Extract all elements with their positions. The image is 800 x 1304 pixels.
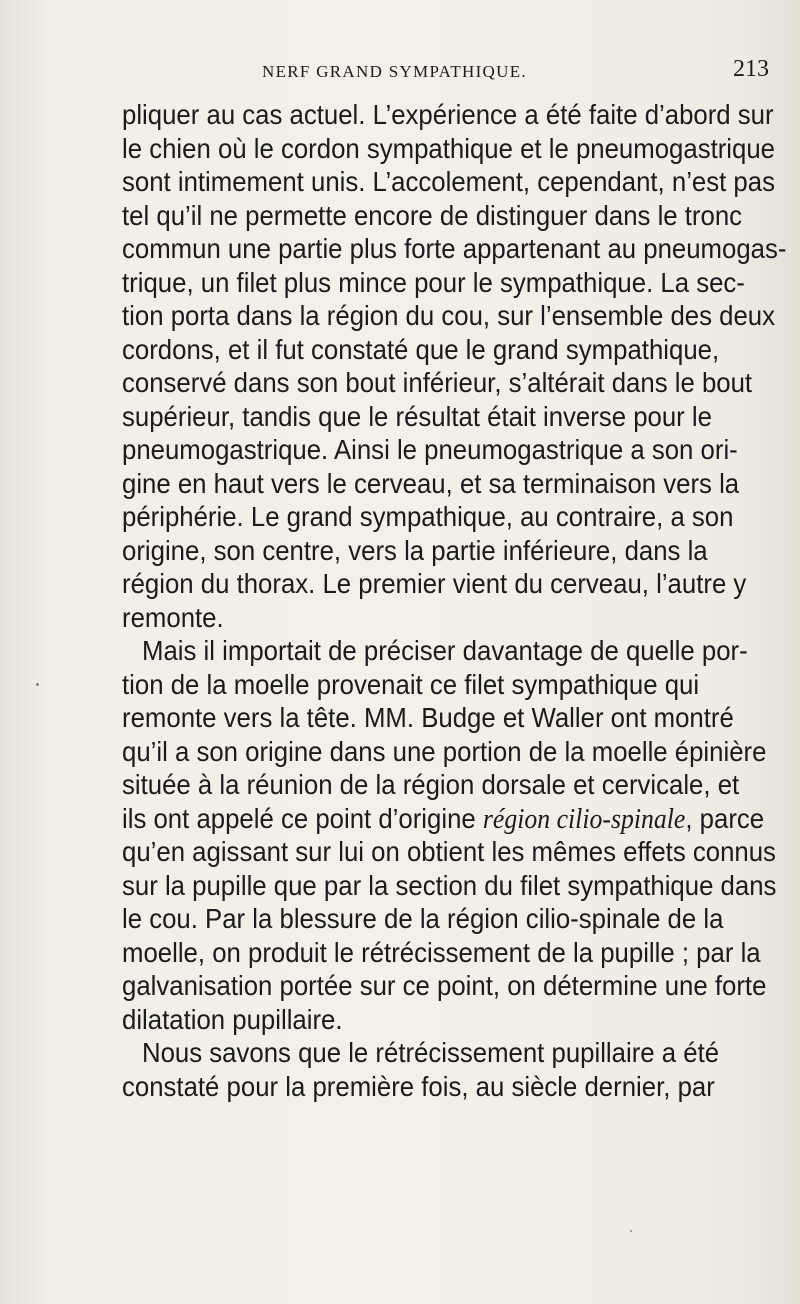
text-line: origine, son centre, vers la partie inférieure, dans la xyxy=(122,534,708,566)
text-line: tion de la moelle provenait ce filet sympathique qui xyxy=(122,668,700,700)
text-line: tion porta dans la région du cou, sur l’ensemble des deux xyxy=(122,300,775,331)
text-line: qu’il a son origine dans une portion de la moelle épinière xyxy=(122,735,767,767)
text-line: le cou. Par la blessure de la région cilio-spinale de la xyxy=(122,903,724,934)
page-number: 213 xyxy=(733,56,769,82)
text-line: conservé dans son bout inférieur, s’altérait dans le bout xyxy=(122,367,753,398)
text-line: constaté pour la première fois, au siècle dernier, par xyxy=(122,1070,715,1102)
text-line: remonte. xyxy=(122,601,224,633)
text-line: moelle, on produit le rétrécissement de la pupille ; par la xyxy=(122,936,761,968)
running-head: NERF GRAND SYMPATHIQUE. xyxy=(262,62,527,81)
text-line: tel qu’il ne permette encore de distinguer dans le tronc xyxy=(122,199,743,231)
text-line: sont intimement unis. L’accolement, cependant, n’est pas xyxy=(122,166,775,197)
text-line-with-italic xyxy=(122,804,764,835)
text-line: gine en haut vers le cerveau, et sa terminaison vers la xyxy=(122,467,740,499)
text-line: cordons, et il fut constaté que le grand sympathique, xyxy=(122,333,720,365)
text-line: Nous savons que le rétrécissement pupillaire a été xyxy=(142,1037,720,1068)
text-line: galvanisation portée sur ce point, on détermine une forte xyxy=(122,970,767,1001)
text-line: sur la pupille que par la section du filet sympathique dans xyxy=(122,869,777,901)
text-line: région du thorax. Le premier vient du cerveau, l’autre y xyxy=(122,568,747,599)
text-line: périphérie. Le grand sympathique, au contraire, a son xyxy=(122,501,734,532)
text-run: , parce xyxy=(685,802,765,834)
text-line: Mais il importait de préciser davantage de quelle por- xyxy=(142,635,748,666)
paper-speck xyxy=(36,683,39,686)
text-line: qu’en agissant sur lui on obtient les mêmes effets connus xyxy=(122,836,776,867)
text-line: supérieur, tandis que le résultat était inverse pour le xyxy=(122,400,712,432)
text-line: trique, un filet plus mince pour le sympathique. La sec- xyxy=(122,266,745,298)
text-line: commun une partie plus forte appartenant au pneumogas- xyxy=(122,233,787,264)
text-line: située à la réunion de la région dorsale et cervicale, et xyxy=(122,769,740,800)
text-line: pneumogastrique. Ainsi le pneumogastrique a son ori- xyxy=(122,434,738,465)
text-line: le chien où le cordon sympathique et le pneumogastrique xyxy=(122,132,776,164)
text-line: pliquer au cas actuel. L’expérience a été faite d’abord sur xyxy=(122,99,774,130)
text-line: remonte vers la tête. MM. Budge et Waller ont montré xyxy=(122,702,734,733)
text-line: dilatation pupillaire. xyxy=(122,1003,343,1035)
text-run: ils ont appelé ce point d’origine xyxy=(122,802,476,834)
paper-speck xyxy=(630,1230,632,1232)
italic-term: région cilio-spinale xyxy=(482,803,686,835)
